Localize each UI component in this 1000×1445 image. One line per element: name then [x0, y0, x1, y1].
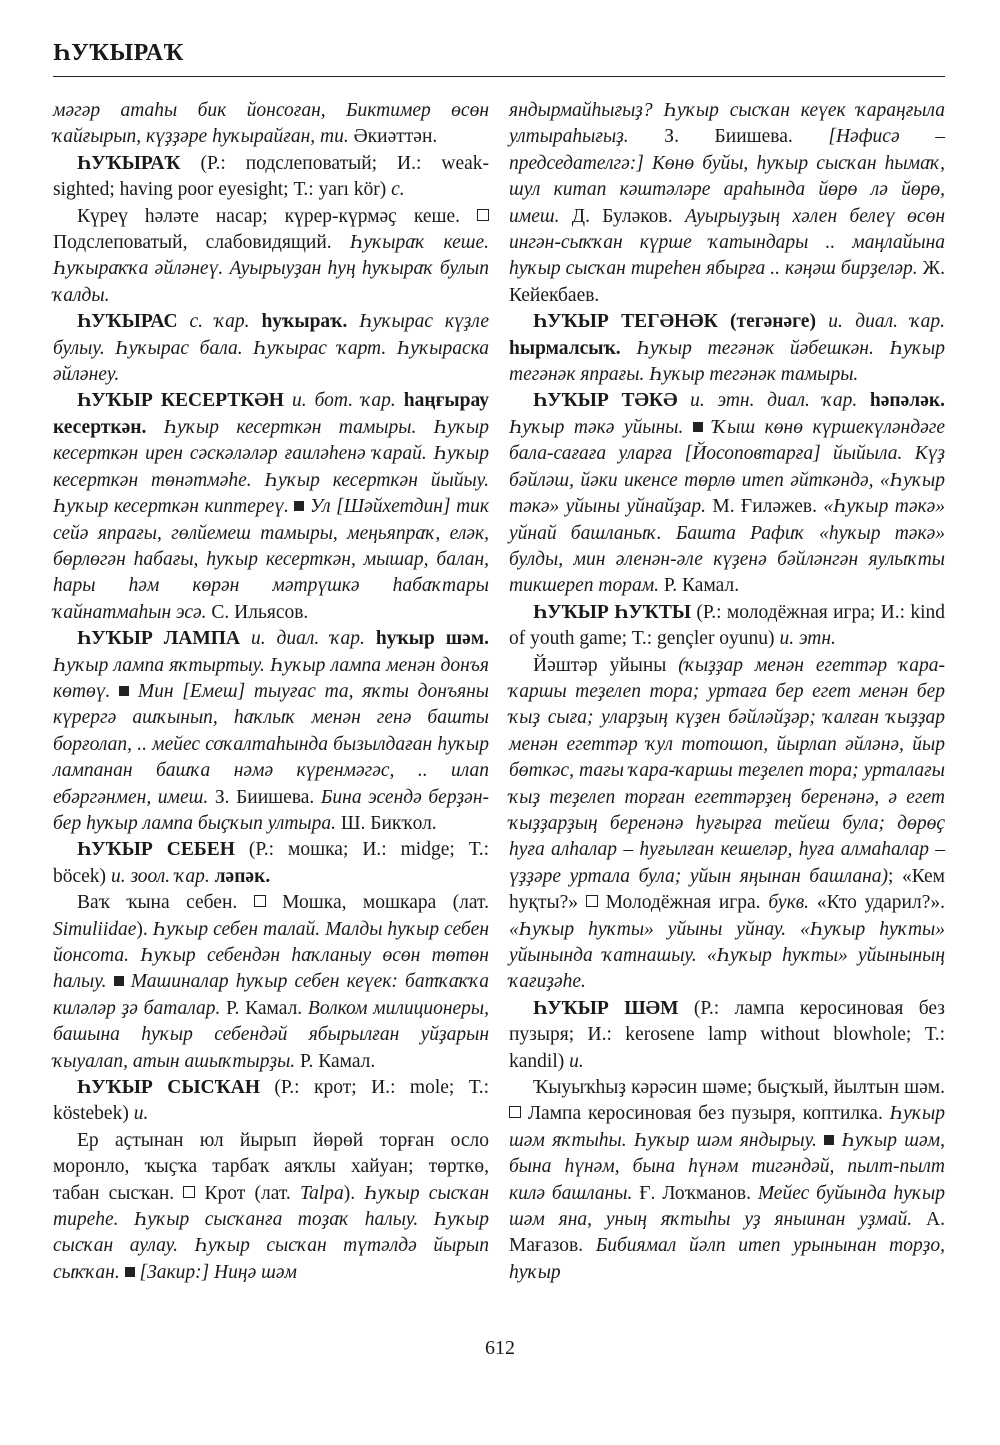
- headword: һырмалсыҡ.: [509, 337, 621, 359]
- dictionary-entry: [509, 388, 945, 599]
- citation-marker-icon: [824, 1135, 834, 1145]
- text-run: Р. Камал.: [295, 1050, 376, 1072]
- dictionary-entry: [53, 151, 489, 204]
- italic-text: и. бот. ҡар.: [291, 390, 396, 412]
- italic-text: и.: [133, 1103, 149, 1125]
- text-run: ; «Кем һуқты?»: [509, 865, 945, 914]
- citation-marker-icon: [125, 1267, 135, 1277]
- italic-text: Һуҡыр шәм, бына һүнәм, бына һүнәм тигәндәй, пылт-пылт килә башланы.: [509, 1129, 945, 1204]
- text-run: [816, 311, 828, 332]
- text-run: Йәштәр уйыны: [533, 654, 679, 676]
- italic-text: [Нәфисә – председателгә:] Көнө буйы, һуҡыр сысҡан һымаҡ, шул китап кәштәләре араһында йөрө лә йөрө, имеш.: [509, 126, 945, 227]
- italic-text: Мейес буйында һуҡыр шәм яна, уның яҡтыһы уҙ яныинан уҙмай.: [509, 1182, 945, 1231]
- italic-text: и. этн. диал. ҡар.: [690, 390, 858, 412]
- italic-text: Һуҡыр шәм яҡтыһы. Һуҡыр шәм яндырыу.: [509, 1103, 945, 1151]
- continued-text: [509, 98, 945, 309]
- dictionary-entry: [509, 996, 945, 1075]
- italic-text: и. зоол. ҡар.: [110, 865, 210, 887]
- text-run: [250, 311, 262, 332]
- text-run: (Р.: крот; И.: mole; Т.: köstebek): [53, 1077, 489, 1125]
- text-run: [857, 390, 870, 411]
- text-run: [365, 628, 376, 649]
- italic-text: Ул [Шәйхетдин] тик сейә япрағы, гөлйемеш тамыры, меңьяпраҡ, еләк, бөрлөгән һабағы, һуҡыр кесерткән, мышар, балан, һары һәм көрән мәтрүшкә һабаҡтары ҡайнатмаһын эсә.: [53, 496, 490, 623]
- text-run: М. Ғиләжев.: [706, 496, 824, 518]
- italic-text: с. ҡар.: [189, 311, 250, 333]
- text-run: Р. Камал.: [659, 575, 740, 597]
- text-run: Р. Камал.: [220, 997, 308, 1019]
- text-run: Подслеповатый, слабовидящий.: [53, 232, 350, 254]
- italic-text: Һуҡыр тегәнәк йәбешкән. Һуҡыр тегәнәк япрағы. Һуҡыр тегәнәк тамыры.: [509, 337, 945, 386]
- dictionary-entry: [509, 309, 945, 388]
- italic-text: и.: [569, 1050, 584, 1072]
- text-run: [124, 971, 131, 992]
- text-run: (Р.: подслеповатый; И.: weak-sighted; having poor eyesight; Т.: yarı kör): [53, 152, 489, 201]
- citation-marker-icon: [693, 422, 703, 432]
- italic-text: Talpa: [299, 1182, 344, 1204]
- italic-text: Ауырыуҙың хәлен белеү өсөн ингән-сыҡҡан күрше ҡатындары .. маңлайына һуҡыр сысҡан тиреһен ябырға .. кәңәш бирҙеләр.: [509, 205, 945, 280]
- italic-text: и. диал. ҡар.: [828, 311, 945, 333]
- headword: ҺУҠЫР ҺУҠТЫ: [533, 601, 692, 623]
- text-run: [683, 417, 693, 438]
- text-run: Ҡыуыҡһыҙ кәрәсин шәме; быҫҡый, йылтын шәм.: [533, 1077, 945, 1099]
- text-run: [146, 417, 163, 438]
- dictionary-entry: [53, 388, 489, 626]
- russian-equivalent-marker-icon: [254, 895, 266, 907]
- italic-text: яндырмайһығыҙ? Һуҡыр сысҡан кеүек ҡараңғыла ултыраһығыҙ.: [509, 100, 945, 148]
- headword: ҺУҠЫР ТЕГӘНӘК (тегәнәге): [533, 311, 816, 333]
- text-run: Ер аҫтынан юл йырып йөрөй торған осло моронло, ҡыҫҡа тарбаҡ аяҡлы хайуан; төрткө, табан сысҡан.: [53, 1129, 489, 1204]
- citation-marker-icon: [114, 976, 124, 986]
- definition-paragraph: [53, 204, 489, 310]
- italic-text: Ҡыш көнө күршекүләндәге бала-сағаға уларға [Йосоповтарға] йыйыла. Күҙ бәйләш, йәки икенсе төрлө итеп әйткәндә, «Һуҡыр тәкә» уйыны уйнайҙар.: [509, 416, 946, 518]
- headword: ҺУҠЫР СЫСҠАН: [77, 1077, 260, 1099]
- russian-equivalent-marker-icon: [183, 1186, 195, 1198]
- text-run: [703, 417, 713, 438]
- headword: һуҡыр шәм.: [375, 628, 489, 650]
- italic-text: Волком милиционеры, башына һуҡыр себендәй ябырылған уйҙарын ҡыуалап, атын ашыҡтырҙы.: [53, 997, 489, 1072]
- definition-paragraph: [53, 1128, 489, 1286]
- text-run: (Р.: лампа керосиновая без пузыря; И.: kerosene lamp without blowhole; Т.: kandil): [509, 997, 945, 1072]
- text-run: (Р.: мошка; И.: midge; Т.: böcek): [53, 839, 489, 887]
- italic-text: (ҡыҙҙар менән егеттәр ҡара-ҡаршы теҙелеп тора; уртаға бер егет менән бер ҡыҙ сыға; уларҙың күҙен бәйләйҙәр; ҡалған ҡыҙҙар менән егеттәр ҡул тотошоп, йырлап әйләнә, йыр бөткәс, тағы ҡара-ҡаршы теҙелеп тора; урталағы ҡыҙ теҙелеп торған егеттәрҙең беренәнә, ә егет ҡыҙҙарҙың беренәнә һуғырға тейеш була; дөрөҫ һуға алһалар – һуғылған кешеләр, һуға алмаһалар – үҙҙәре уртала була; уйын яңынан башлана): [509, 654, 945, 887]
- italic-text: Һуҡыраҡ кеше. Һуҡыраҡҡа әйләнеү. Ауырыуҙан һуң һуҡыраҡ булып ҡалды.: [53, 232, 490, 306]
- dictionary-entry: [53, 837, 489, 890]
- dictionary-entry: [53, 626, 489, 837]
- headword: ҺУҠЫР ТӘКӘ: [533, 390, 678, 412]
- text-run: [817, 1130, 824, 1151]
- right-column: [509, 98, 945, 1286]
- headword: ҺУҠЫР ШӘМ: [533, 997, 679, 1019]
- headword: һәпәләк.: [869, 390, 946, 412]
- text-run: А. Мағазов.: [509, 1209, 945, 1257]
- text-run: Крот (лат.: [195, 1182, 300, 1204]
- headword: һуҡыраҡ.: [261, 311, 348, 333]
- italic-text: Һуҡыр тәкә уйыны.: [509, 416, 684, 438]
- text-run: Лампа керосиновая без пузыря, коптилка.: [521, 1103, 890, 1125]
- text-run: ).: [136, 918, 153, 940]
- text-run: [621, 338, 637, 359]
- russian-equivalent-marker-icon: [586, 895, 598, 907]
- text-run: Ваҡ ҡына себен.: [77, 892, 254, 914]
- headword: ҺУҠЫР ЛАМПА: [77, 628, 241, 650]
- italic-text: «Һуҡыр һуҡты» уйыны уйнау. «Һуҡыр һуҡты» уйынында ҡатнашыу. «Һуҡыр һуҡты» уйынының ҡағиҙәһе.: [509, 918, 945, 993]
- italic-text: [Закир:] Ниңә шәм: [139, 1261, 297, 1283]
- italic-text: и. этн.: [779, 628, 836, 650]
- italic-text: с.: [391, 179, 405, 201]
- text-run: Молодёжная игра.: [597, 892, 769, 914]
- text-run: Ш. Бикҡол.: [336, 812, 437, 834]
- text-run: Д. Буләков.: [559, 205, 685, 227]
- text-run: [284, 390, 292, 411]
- text-run: [834, 1130, 841, 1151]
- russian-equivalent-marker-icon: [509, 1106, 521, 1118]
- headword: ҺУҠЫРАС: [77, 311, 178, 333]
- text-run: [677, 390, 690, 411]
- definition-paragraph: [53, 890, 489, 1075]
- headword: ҺУҠЫР КЕСЕРТКӘН: [77, 390, 284, 412]
- text-run: [178, 311, 190, 332]
- citation-marker-icon: [294, 501, 304, 511]
- italic-text: букв.: [768, 892, 810, 914]
- italic-text: «Һуҡыр тәкә» уйнай башланыҡ. Башта Рафиҡ «һуҡыр тәкә» булды, мин әленән-әле күҙенә бәйләнгән яулыҡты тикшереп торам.: [509, 496, 945, 597]
- text-run: Әкиәттән.: [348, 126, 438, 148]
- text-run: [347, 311, 359, 332]
- header-rule: [53, 76, 945, 77]
- italic-text: Һуҡыр кесерткән тамыры. Һуҡыр кесерткән ирен сәскәләләр ғаиләһенә ҡарай. Һуҡыр кесерткән төнәтмәһе. Һуҡыр кесерткән йыйыу. Һуҡыр кесерткән киптереү.: [53, 416, 489, 518]
- text-run: (Р.: молодёжная игра; И.: kind of youth game; Т.: gençler oyunu): [509, 601, 945, 650]
- headword: ләпәк.: [214, 865, 271, 887]
- page-number: 612: [485, 1337, 515, 1359]
- dictionary-entry: [53, 1075, 489, 1128]
- text-run: Ғ. Лоҡманов.: [632, 1182, 758, 1204]
- russian-equivalent-marker-icon: [477, 209, 489, 221]
- text-run: «Кто ударил?».: [809, 892, 946, 914]
- headword: ҺУҠЫР СЕБЕН: [77, 839, 235, 861]
- text-run: [396, 390, 404, 411]
- text-run: [110, 681, 119, 702]
- italic-text: Һуҡырас күҙле булыу. Һуҡырас бала. Һуҡырас ҡарт. Һуҡыраска әйләнеу.: [53, 311, 489, 386]
- italic-text: Һуҡыр себен талай. Малды һуҡыр себен йонсота. Һуҡыр себендән һаҡланыу өсөн төтөн һалыу.: [53, 918, 489, 993]
- left-column: [53, 98, 489, 1286]
- text-run: З. Биишева.: [628, 126, 829, 148]
- text-run: Ж. Кейекбаев.: [509, 258, 945, 306]
- continued-text: [53, 98, 489, 151]
- italic-text: Simuliidae: [53, 918, 137, 940]
- text-run: Күреү һәләте насар; күрер-күрмәҫ кеше.: [77, 205, 477, 227]
- definition-paragraph: [509, 1075, 945, 1286]
- italic-text: Бина эсендә берҙән-бер һуҡыр лампа быҫҡып ултыра.: [53, 786, 490, 834]
- italic-text: и. диал. ҡар.: [250, 628, 365, 650]
- text-run: [240, 628, 251, 649]
- italic-text: Бибиямал йәлп итеп урынынан торҙо, һуҡыр: [509, 1235, 945, 1283]
- text-run: [107, 971, 114, 992]
- dictionary-entry: [509, 600, 945, 653]
- text-run: С. Ильясов.: [206, 601, 309, 623]
- text-run: Мошка, мошкара (лат.: [265, 892, 489, 914]
- definition-paragraph: [509, 653, 945, 996]
- italic-text: Һуҡыр лампа яҡтыртыу. Һуҡыр лампа менән донъя көтөү.: [53, 654, 489, 702]
- text-run: [129, 681, 138, 702]
- italic-text: Һуҡыр сысҡан тиреһе. Һуҡыр сысҡанға тоҙаҡ һалыу. Һуҡыр сысҡан аулау. Һуҡыр сысҡан түтәлдә йырып сыҡҡан.: [53, 1182, 490, 1283]
- running-head: ҺУҠЫРАҠ: [53, 40, 184, 66]
- dictionary-entry: [53, 309, 489, 388]
- headword: һаңғырау кесерткән.: [53, 390, 489, 438]
- text-run: ).: [343, 1182, 365, 1204]
- italic-text: мәгәр атаһы бик йонсоған, Биктимер өсөн ҡайғырып, күҙҙәре һуҡырайған, ти.: [53, 100, 489, 148]
- headword: ҺУҠЫРАҠ: [77, 152, 181, 174]
- citation-marker-icon: [119, 686, 129, 696]
- italic-text: Мин [Емеш] тыуғас та, яҡты донъяны күрергә ашҡынып, һаҡлыҡ менән генә башты борғолап, .. мейес соҡалтаһында бызылдаған һуҡыр лампанан башҡа нәмә күренмәгәс, .. илап ебәргәнмен, имеш.: [53, 680, 490, 808]
- italic-text: Машиналар һуҡыр себен кеүек: батҡаҡҡа киләләр ҙә баталар.: [53, 971, 489, 1019]
- text-run: З. Биишева.: [208, 786, 321, 808]
